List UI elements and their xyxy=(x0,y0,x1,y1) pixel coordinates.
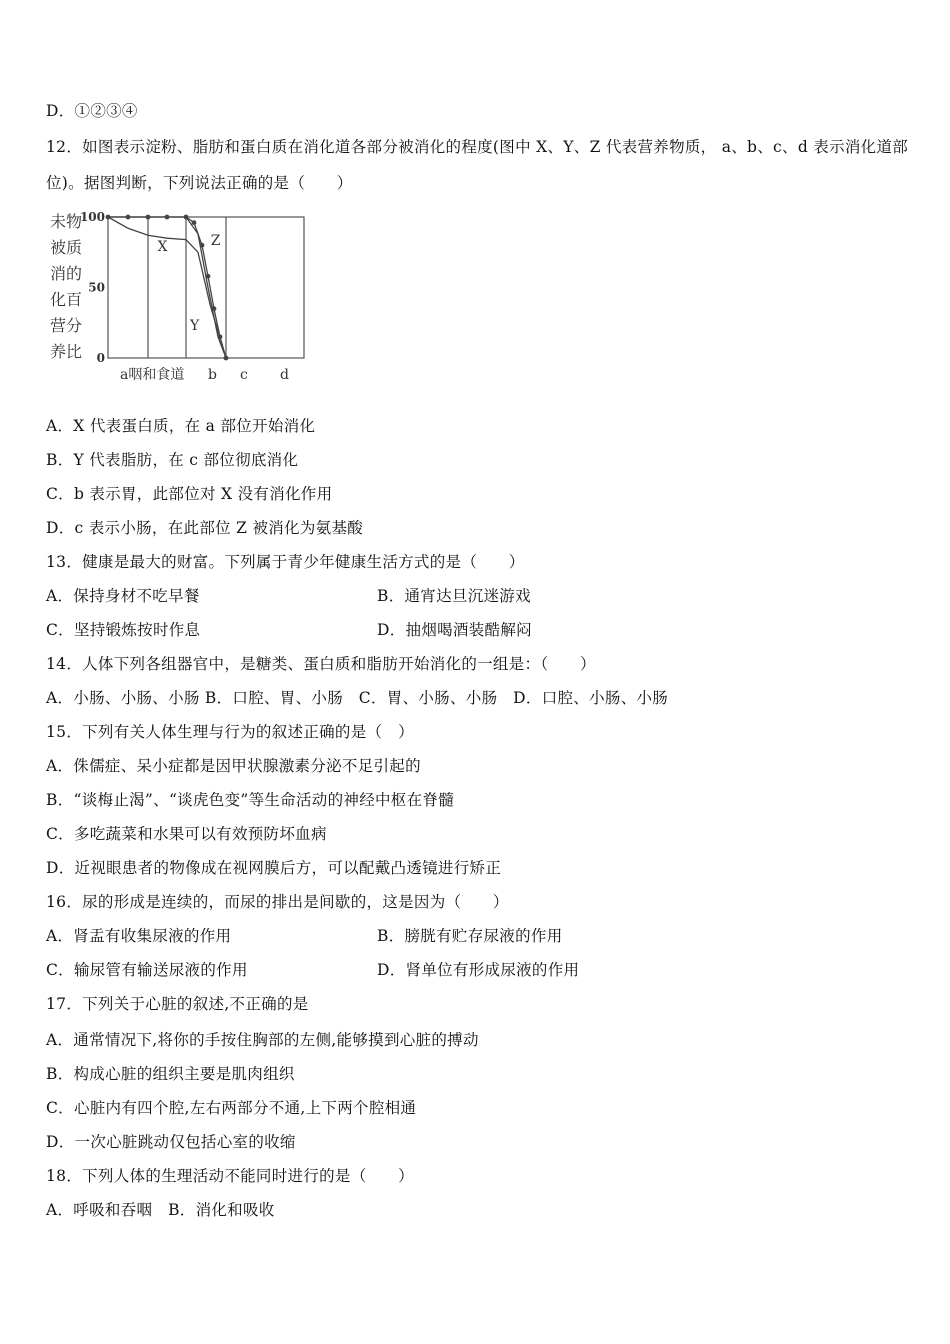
chart-xtick-label: b xyxy=(208,367,217,383)
q12-option-b[interactable]: B．Y 代表脂肪，在 c 部位彻底消化 xyxy=(46,451,299,469)
q16-option-b[interactable]: B．膀胱有贮存尿液的作用 xyxy=(377,927,563,945)
chart-xtick-label: d xyxy=(280,367,289,383)
chart-ylabel-chars: 未物 xyxy=(50,212,83,231)
chart-series-z-point xyxy=(200,243,205,248)
chart-series-z-label: Z xyxy=(210,233,221,250)
q17-option-d[interactable]: D．一次心脏跳动仅包括心室的收缩 xyxy=(46,1133,296,1151)
chart-series-z-point xyxy=(146,215,151,220)
chart-series xyxy=(106,215,229,361)
q15-option-a[interactable]: A．侏儒症、呆小症都是因甲状腺激素分泌不足引起的 xyxy=(46,757,421,775)
q16-option-a[interactable]: A．肾盂有收集尿液的作用 xyxy=(46,927,232,945)
chart-series-x-label: X xyxy=(157,238,168,255)
q12-option-a[interactable]: A．X 代表蛋白质，在 a 部位开始消化 xyxy=(46,417,316,435)
chart-series-z-point xyxy=(212,306,217,311)
chart-xtick-label: a咽和食道 xyxy=(120,367,185,383)
chart-series-z-point xyxy=(218,334,223,339)
digestion-chart xyxy=(44,205,312,391)
chart-xlabels xyxy=(120,367,289,383)
chart-ytick-label: 50 xyxy=(88,280,105,295)
q18-stem: 18．下列人体的生理活动不能同时进行的是（ ） xyxy=(46,1167,414,1185)
q17-stem: 17．下列关于心脏的叙述,不正确的是 xyxy=(46,995,309,1013)
q12-option-c[interactable]: C．b 表示胃，此部位对 X 没有消化作用 xyxy=(46,485,333,503)
q13-option-b[interactable]: B．通宵达旦沉迷游戏 xyxy=(377,587,531,605)
q13-stem: 13．健康是最大的财富。下列属于青少年健康生活方式的是（ ） xyxy=(46,553,525,571)
q15-option-d[interactable]: D．近视眼患者的物像成在视网膜后方，可以配戴凸透镜进行矫正 xyxy=(46,859,502,877)
q17-option-b[interactable]: B．构成心脏的组织主要是肌肉组织 xyxy=(46,1065,295,1083)
chart-series-z-point xyxy=(192,220,197,225)
chart-series-y-label: Y xyxy=(190,317,200,334)
chart-ylabel xyxy=(50,212,82,361)
chart-series-z-point xyxy=(126,215,131,220)
q17-option-c[interactable]: C．心脏内有四个腔,左右两部分不通,上下两个腔相通 xyxy=(46,1099,417,1117)
chart-yticks xyxy=(80,210,105,365)
q15-option-b[interactable]: B．“谈梅止渴”、“谈虎色变”等生命活动的神经中枢在脊髓 xyxy=(46,791,454,809)
q16-stem: 16．尿的形成是连续的，而尿的排出是间歇的，这是因为（ ） xyxy=(46,893,509,911)
chart-series-z-point xyxy=(206,274,211,279)
chart-series-z-point xyxy=(106,215,111,220)
chart-xtick-label: c xyxy=(240,367,248,383)
q16-option-d[interactable]: D．肾单位有形成尿液的作用 xyxy=(377,961,580,979)
q17-option-a[interactable]: A．通常情况下,将你的手按住胸部的左侧,能够摸到心脏的搏动 xyxy=(46,1031,479,1049)
q12-option-d[interactable]: D．c 表示小肠，在此部位 Z 被消化为氨基酸 xyxy=(46,519,364,537)
chart-ylabel-chars: 消的 xyxy=(50,264,83,283)
q18-options[interactable]: A．呼吸和吞咽 B．消化和吸收 xyxy=(46,1201,275,1219)
q15-stem: 15．下列有关人体生理与行为的叙述正确的是（ ） xyxy=(46,723,414,741)
chart-ylabel-chars: 被质 xyxy=(50,238,83,257)
q13-option-a[interactable]: A．保持身材不吃早餐 xyxy=(46,587,200,605)
q14-options[interactable]: A．小肠、小肠、小肠 B．口腔、胃、小肠 C．胃、小肠、小肠 D．口腔、小肠、小肠 xyxy=(46,689,669,707)
chart-ylabel-chars: 营分 xyxy=(50,316,83,335)
chart-series-z-point xyxy=(184,215,189,220)
chart-series-z-point xyxy=(224,356,229,361)
chart-series-z-point xyxy=(165,215,170,220)
chart-ylabel-chars: 养比 xyxy=(50,342,83,361)
q12-stem-line2: 位)。据图判断，下列说法正确的是（ ） xyxy=(46,174,353,192)
chart-ylabel-chars: 化百 xyxy=(50,290,83,309)
q13-option-d[interactable]: D．抽烟喝酒装酷解闷 xyxy=(377,621,532,639)
q15-option-c[interactable]: C．多吃蔬菜和水果可以有效预防坏血病 xyxy=(46,825,327,843)
prev-option-d: D．①②③④ xyxy=(46,102,138,120)
chart-ytick-label: 0 xyxy=(96,351,105,365)
chart-ytick-label: 100 xyxy=(79,210,105,224)
q13-option-c[interactable]: C．坚持锻炼按时作息 xyxy=(46,621,201,639)
q16-option-c[interactable]: C．输尿管有输送尿液的作用 xyxy=(46,961,248,979)
q14-stem: 14．人体下列各组器官中，是糖类、蛋白质和脂肪开始消化的一组是：（ ） xyxy=(46,655,596,673)
q12-stem-line1: 12．如图表示淀粉、脂肪和蛋白质在消化道各部分被消化的程度(图中 X、Y、Z 代表营养物质， a、b、c、d 表示消化道部 xyxy=(46,138,909,156)
